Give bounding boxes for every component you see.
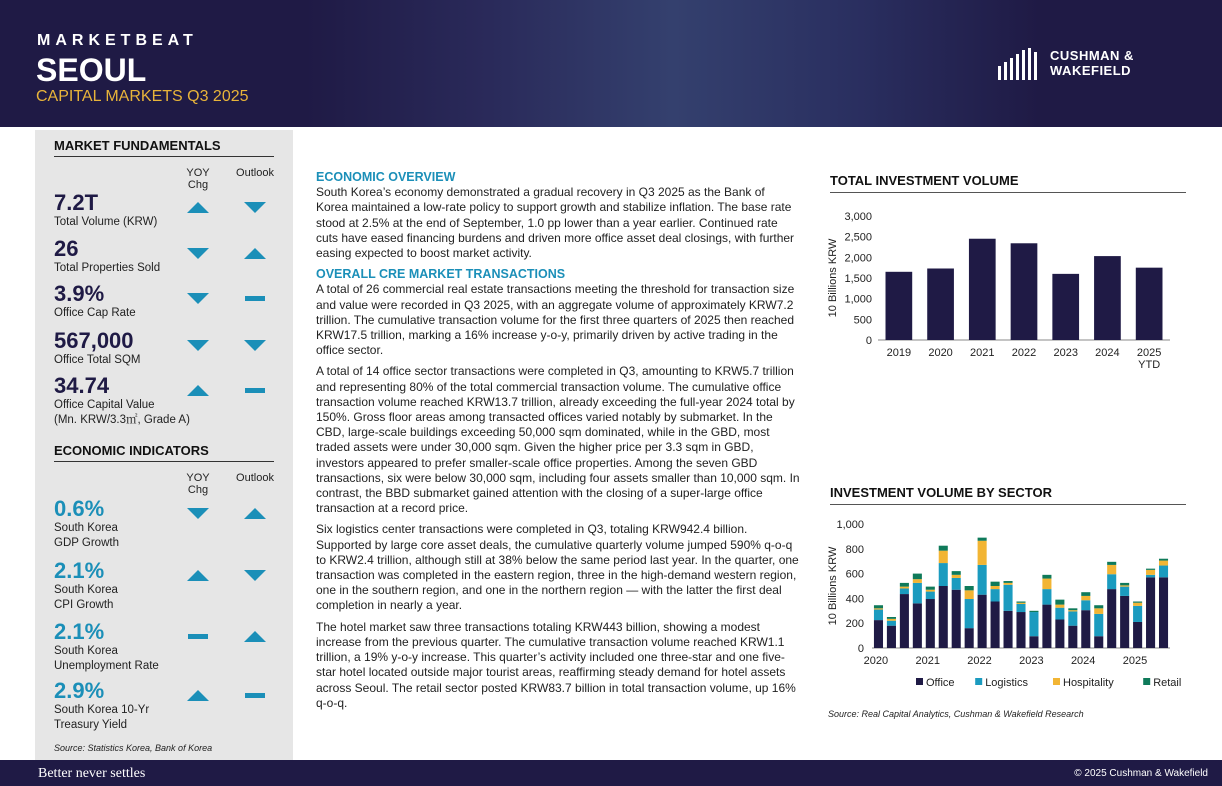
city-title: SEOUL [36, 52, 147, 88]
source-note: Source: Statistics Korea, Bank of Korea [54, 743, 213, 753]
x-tick-label: 2022 [967, 655, 992, 667]
bar-segment-retail [926, 587, 935, 590]
bar-segment-office [1081, 610, 1090, 648]
metric-value: 2.9% [54, 678, 105, 703]
paragraph: A total of 26 commercial real estate transactions meeting the threshold for transaction size and value were recorded in Q3 2025, with an aggregate volume of approximately KRW7.2 trillion. The cumulative transaction volume for the first three quarters of 2025 then reached KRW17.5 trillion, marking a 16% increase y-o-y, primarily driven by active trading in the office sector. [316, 282, 795, 358]
arrow-down-icon [187, 293, 209, 304]
bar-segment-logistics [926, 592, 935, 599]
arrow-down-icon [187, 508, 209, 519]
bar-segment-logistics [1004, 585, 1013, 611]
sector-volume-chart [820, 510, 1190, 695]
metric-label-2: GDP Growth [54, 537, 119, 549]
column-header-outlook: Outlook [236, 167, 274, 179]
bar-segment-hospitality [887, 619, 896, 621]
y-tick-label: 1,500 [844, 273, 872, 285]
metric-label: South Korea [54, 584, 118, 596]
metric-label: Office Capital Value [54, 399, 155, 411]
bar-segment-logistics [1146, 575, 1155, 577]
bar-segment-hospitality [1159, 561, 1168, 566]
bar [1136, 268, 1163, 340]
metric-label: South Korea 10-Yr [54, 704, 150, 716]
bar-segment-office [1042, 605, 1051, 648]
bar-segment-logistics [1081, 600, 1090, 610]
metric-label-2: (Mn. KRW/3.3㎡, Grade A) [54, 414, 190, 426]
bar-segment-logistics [900, 588, 909, 594]
bar-segment-logistics [1094, 614, 1103, 636]
metric-label: Total Properties Sold [54, 262, 161, 274]
report-subtitle: CAPITAL MARKETS Q3 2025 [36, 88, 249, 105]
bar-segment-retail [952, 571, 961, 575]
bar-segment-hospitality [913, 579, 922, 583]
legend-label: Hospitality [1063, 677, 1114, 689]
bar-segment-hospitality [1081, 596, 1090, 600]
bar-segment-hospitality [874, 608, 883, 609]
bar-segment-hospitality [965, 590, 974, 599]
metric-label-2: CPI Growth [54, 599, 114, 611]
legend-label: Retail [1153, 677, 1182, 689]
bar-segment-logistics [887, 621, 896, 626]
bar-segment-retail [1159, 559, 1168, 561]
bar-segment-logistics [939, 563, 948, 586]
metric-label: South Korea [54, 645, 118, 657]
metric-label: Total Volume (KRW) [54, 216, 158, 228]
arrow-down-icon [244, 340, 266, 351]
article-body [316, 167, 800, 717]
bar-segment-logistics [1159, 566, 1168, 578]
x-tick-label: 2020 [863, 655, 889, 667]
legend-label: Logistics [985, 677, 1028, 689]
x-tick-label: 2023 [1053, 347, 1078, 359]
bar-segment-logistics [1029, 612, 1038, 636]
arrow-down-icon [244, 202, 266, 213]
bar-segment-retail [1004, 581, 1013, 583]
section-title: MARKET FUNDAMENTALS [54, 138, 274, 157]
bar-segment-retail [1055, 600, 1064, 605]
paragraph: Six logistics center transactions were completed in Q3, totaling KRW942.4 billion. Supported by large core asset deals, the cumulative quarterly volume jumped 590% q-o-q to KRW2.4 trillion, although still at 38% below the same period last year. In the quarter, one transaction was completed in the eastern region, three in the high-demand western region, one in the southern region, and one in the northern region — with the latter the first deal completion in nearly a year. [316, 522, 799, 613]
bar-segment-office [1159, 577, 1168, 648]
flat-dash-icon [245, 296, 265, 301]
paragraph: The hotel market saw three transactions totaling KRW443 billion, showing a modest increase from the previous quarter. The cumulative transaction volume reached KRW1.1 trillion, a 19% y-o-y increase. This quarter’s activity included one three-star and one five-star hotel located outside major tourist areas, reaffirming steady demand for hotel assets across Seoul. The retail sector posted KRW83.7 billion in total transaction volume, up 16% q-o-q. [316, 619, 796, 710]
bar-segment-hospitality [978, 541, 987, 565]
bar-segment-logistics [952, 578, 961, 590]
metric-value: 3.9% [54, 281, 105, 306]
bar-segment-retail [1029, 611, 1038, 612]
bar-segment-office [1068, 626, 1077, 648]
metric-label-2: Unemployment Rate [54, 660, 159, 672]
metric-label: South Korea [54, 522, 118, 534]
bar-segment-office [887, 626, 896, 648]
y-tick-label: 800 [845, 543, 864, 556]
bar-segment-office [1004, 611, 1013, 648]
metric-label: Office Total SQM [54, 354, 141, 366]
bar-segment-hospitality [1133, 603, 1142, 606]
bar-segment-hospitality [1004, 583, 1013, 585]
arrow-up-icon [187, 570, 209, 581]
x-tick-label: 2019 [886, 347, 912, 359]
y-tick-label: 400 [845, 593, 864, 606]
y-tick-label: 3,000 [844, 211, 872, 223]
metric-label-2: Treasury Yield [54, 719, 128, 731]
bar-segment-logistics [965, 599, 974, 628]
bar-segment-office [1029, 636, 1038, 648]
y-axis-label: 10 Billions KRW [827, 546, 839, 626]
paragraph: South Korea’s economy demonstrated a gradual recovery in Q3 2025 as the Bank of Korea maintained a low-rate policy to support growth and stabilize inflation. The base rate stood at 2.5% at the end of September, 1.0 pp lower than a year earlier. Continued rate cuts have eased financing burdens and driven more office asset deal closings, with further easing expected to boost market activity. [316, 185, 795, 261]
bar-segment-office [978, 595, 987, 648]
bar-segment-office [1094, 636, 1103, 648]
metric-value: 26 [54, 236, 79, 261]
x-tick-label: 2024 [1070, 655, 1096, 667]
metric-label: Office Cap Rate [54, 307, 136, 319]
bar-segment-retail [1120, 583, 1129, 585]
column-header-yoy: YOY Chg [186, 167, 210, 191]
bar-segment-retail [913, 574, 922, 580]
bar-segment-logistics [1120, 587, 1129, 596]
bar-segment-retail [874, 605, 883, 608]
bar-segment-hospitality [900, 587, 909, 589]
bar-segment-hospitality [1055, 605, 1064, 608]
x-tick-label: 2021 [970, 347, 995, 359]
y-tick-label: 600 [845, 568, 864, 581]
bar [1052, 274, 1079, 340]
x-tick-label: YTD [1138, 359, 1161, 371]
y-tick-label: 1,000 [844, 293, 872, 306]
bar-segment-logistics [1016, 604, 1025, 612]
x-tick-label: 2021 [915, 655, 940, 667]
column-header-outlook: Outlook [236, 472, 274, 484]
chart-title: INVESTMENT VOLUME BY SECTOR [830, 485, 1186, 505]
metric-value: 2.1% [54, 558, 105, 583]
arrow-up-icon [244, 248, 266, 259]
arrow-down-icon [187, 340, 209, 351]
arrow-down-icon [187, 248, 209, 259]
series-title: MARKETBEAT [37, 32, 198, 49]
bar-segment-hospitality [1016, 603, 1025, 604]
bar-segment-office [874, 620, 883, 648]
bar-segment-retail [887, 617, 896, 619]
bar-segment-retail [978, 538, 987, 541]
bar-segment-office [965, 628, 974, 648]
bar-segment-retail [1081, 592, 1090, 596]
metric-value: 567,000 [54, 328, 134, 353]
bar-segment-office [900, 594, 909, 648]
metric-value: 34.74 [54, 373, 110, 398]
footer [0, 760, 1222, 786]
bar-segment-hospitality [926, 590, 935, 592]
flat-dash-icon [188, 634, 208, 639]
metric-value: 2.1% [54, 619, 105, 644]
bar-segment-hospitality [1068, 610, 1077, 611]
bar-segment-logistics [874, 610, 883, 621]
copyright: © 2025 Cushman & Wakefield [1074, 768, 1208, 779]
y-axis-label: 10 Billions KRW [827, 238, 839, 318]
y-tick-label: 200 [845, 618, 864, 631]
bar-segment-retail [1107, 562, 1116, 565]
legend-label: Office [926, 677, 955, 689]
flat-dash-icon [245, 693, 265, 698]
x-tick-label: 2022 [1011, 347, 1037, 359]
bar-segment-retail [939, 546, 948, 551]
x-tick-label: 2020 [928, 347, 953, 359]
x-tick-label: 2025 [1122, 655, 1148, 667]
bar [927, 268, 954, 340]
bar-segment-logistics [978, 565, 987, 595]
chart-source: Source: Real Capital Analytics, Cushman & Wakefield Research [828, 709, 1084, 719]
bar-segment-logistics [1133, 606, 1142, 622]
bar-segment-office [1146, 577, 1155, 648]
section-title: ECONOMIC INDICATORS [54, 443, 274, 462]
arrow-up-icon [187, 202, 209, 213]
bar-segment-office [1120, 596, 1129, 648]
section-heading: ECONOMIC OVERVIEW [316, 170, 456, 184]
y-tick-label: 2,500 [844, 231, 872, 244]
bar-segment-retail [900, 583, 909, 587]
y-tick-label: 0 [857, 643, 864, 655]
bar-segment-retail [1094, 605, 1103, 608]
legend-swatch [1053, 678, 1060, 685]
y-tick-label: 2,000 [844, 252, 872, 265]
y-tick-label: 1,000 [836, 519, 864, 531]
bar [886, 272, 913, 340]
bar-segment-retail [965, 586, 974, 590]
bar-segment-office [1016, 612, 1025, 648]
bar-segment-retail [991, 582, 1000, 586]
bar-segment-office [1133, 622, 1142, 648]
bar-segment-logistics [991, 589, 1000, 601]
bar [969, 239, 996, 340]
bar [1011, 243, 1038, 340]
bar-segment-retail [1042, 575, 1051, 579]
company-logo: CUSHMAN & WAKEFIELD [998, 48, 1134, 80]
bar-segment-retail [1146, 569, 1155, 570]
bar-segment-logistics [1068, 611, 1077, 625]
arrow-up-icon [187, 690, 209, 701]
bar-segment-hospitality [991, 586, 1000, 589]
bar-segment-office [913, 603, 922, 648]
x-tick-label: 2024 [1095, 347, 1120, 359]
column-header-yoy: YOY Chg [186, 472, 210, 496]
bar-segment-hospitality [1120, 585, 1129, 586]
x-tick-label: 2023 [1019, 655, 1044, 667]
tagline: Better never settles [38, 766, 146, 781]
bar-segment-hospitality [1146, 570, 1155, 575]
metric-value: 7.2T [54, 190, 99, 215]
bar-segment-retail [1133, 602, 1142, 603]
bar-segment-office [952, 590, 961, 648]
bar-segment-hospitality [952, 575, 961, 578]
chart-title: TOTAL INVESTMENT VOLUME [830, 173, 1186, 193]
y-tick-label: 0 [865, 335, 872, 347]
paragraph: A total of 14 office sector transactions were completed in Q3, amounting to KRW5.7 trillion and representing 80% of the total commercial transaction volume. The cumulative office transaction volume reached KRW13.7 trillion, already exceeding the full-year 2024 total by 150%. Gross floor areas among transacted offices varied notably by submarket. In the CBD, large-scale buildings exceeding 50,000 sqm dominated, while in the GBD, most traded assets were under 30,000 sqm. Given the higher price per 3.3 sqm in GBD, investors appeared to prefer smaller-scale office properties. Among the seven GBD transactions, six were below 30,000 sqm, including four assets smaller than 10,000 sqm. In contrast, the BBD submarket gained attention with the closing of a super-large office transaction at a record price. [316, 364, 800, 516]
total-volume-chart [820, 200, 1190, 380]
bar-segment-office [1055, 619, 1064, 648]
x-tick-label: 2025 [1136, 347, 1162, 359]
header-banner [0, 0, 1222, 127]
bar-segment-logistics [1042, 589, 1051, 605]
arrow-up-icon [187, 385, 209, 396]
bar-segment-logistics [1055, 608, 1064, 620]
bar-segment-office [939, 586, 948, 648]
bar-segment-office [1107, 589, 1116, 648]
legend-swatch [1143, 678, 1150, 685]
arrow-up-icon [244, 631, 266, 642]
bar-segment-retail [1068, 608, 1077, 610]
bar-segment-retail [1016, 602, 1025, 603]
bar-segment-logistics [913, 583, 922, 603]
metric-value: 0.6% [54, 496, 105, 521]
bar [1094, 256, 1121, 340]
flat-dash-icon [245, 388, 265, 393]
legend-swatch [975, 678, 982, 685]
bar-segment-office [991, 602, 1000, 649]
logo-bars-icon [998, 48, 1042, 80]
bar-segment-hospitality [1107, 565, 1116, 574]
arrow-up-icon [244, 508, 266, 519]
bar-segment-hospitality [1094, 608, 1103, 614]
bar-segment-hospitality [1042, 579, 1051, 590]
bar-segment-hospitality [939, 551, 948, 563]
y-tick-label: 500 [853, 314, 872, 327]
legend-swatch [916, 678, 923, 685]
bar-segment-office [926, 599, 935, 648]
arrow-down-icon [244, 570, 266, 581]
section-heading: OVERALL CRE MARKET TRANSACTIONS [316, 267, 566, 282]
bar-segment-logistics [1107, 574, 1116, 589]
